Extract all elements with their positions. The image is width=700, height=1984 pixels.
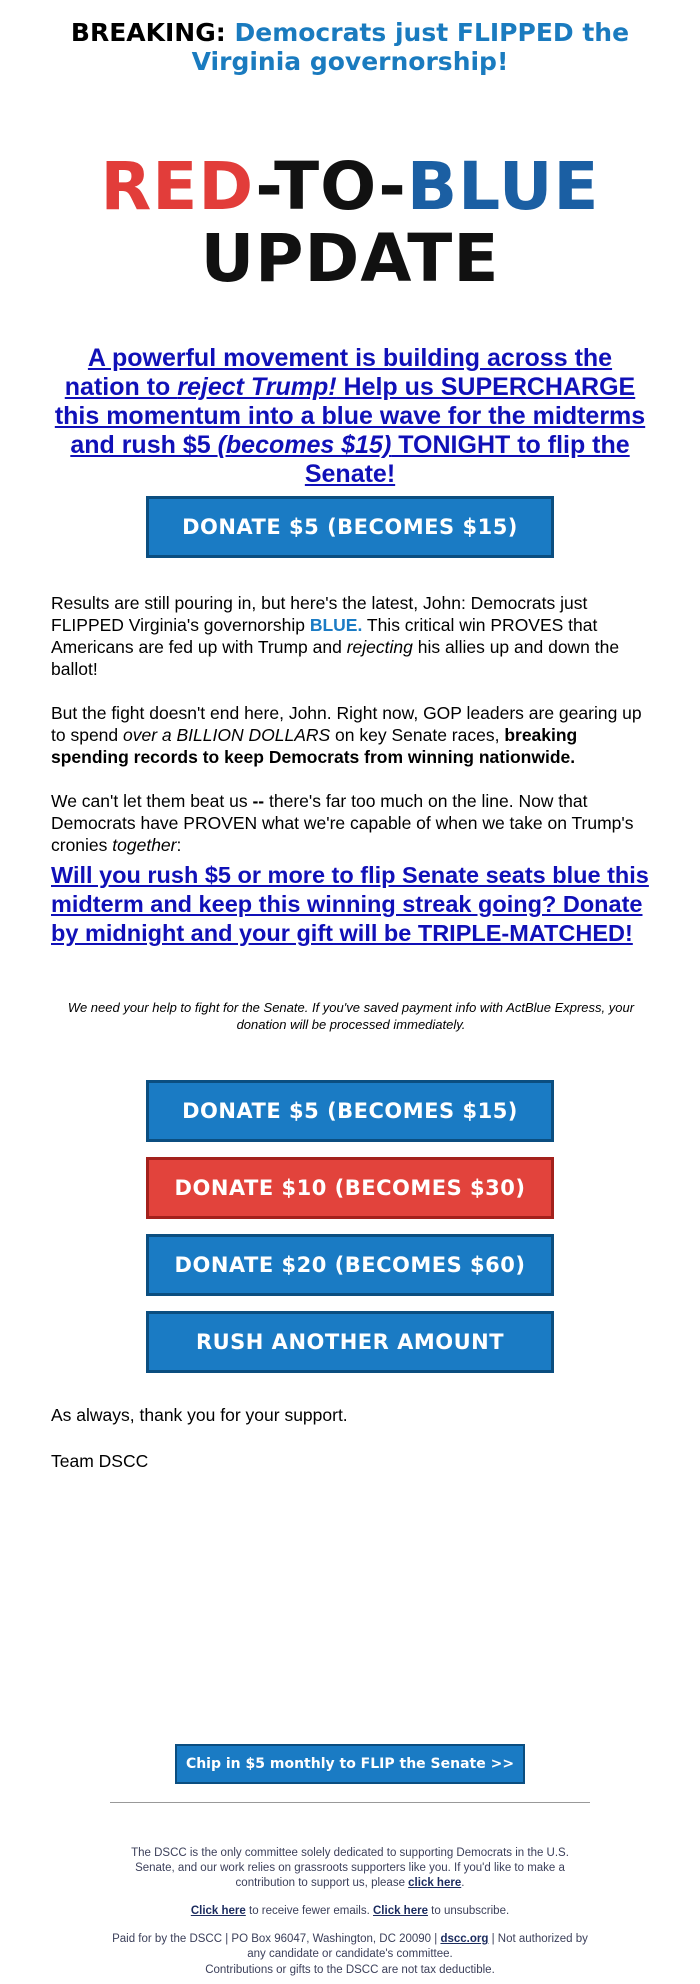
ask-paragraph [51, 861, 651, 948]
donate-10-button[interactable]: DONATE $10 (BECOMES $30) [146, 1157, 554, 1219]
unsubscribe-link[interactable]: Click here [373, 1905, 428, 1917]
intro-link-paragraph [50, 344, 650, 489]
body-paragraph-2: But the fight doesn't end here, John. Right now, GOP leaders are gearing up to spend over a BILLION DOLLARS on key Senate races, breaking spending records to keep Democrats from winning nationwide. [51, 703, 642, 767]
footer-about: The DSCC is the only committee solely dedicated to supporting Democrats in the U.S. Senate, and our work relies on grassroots supporters like you. If you'd like to make a contribution to support us, please click here. [131, 1847, 569, 1889]
signoff-thanks: As always, thank you for your support. [51, 1405, 348, 1425]
footer-paid-for: Paid for by the DSCC | PO Box 96047, Washington, DC 20090 | dscc.org | Not authorized by any candidate or candidate's committee. [112, 1933, 588, 1960]
title-blue: BLUE [406, 148, 600, 225]
donate-20-button[interactable]: DONATE $20 (BECOMES $60) [146, 1234, 554, 1296]
headline-text: Democrats just FLIPPED the Virginia governorship! [191, 18, 630, 76]
rush-another-amount-button[interactable]: RUSH ANOTHER AMOUNT [146, 1311, 554, 1373]
title-red: RED [100, 148, 256, 225]
fewer-emails-link[interactable]: Click here [190, 1905, 246, 1917]
monthly-chip-in-button[interactable]: Chip in $5 monthly to FLIP the Senate >> [175, 1744, 525, 1784]
body-paragraph-1: Results are still pouring in, but here's the latest, John: Democrats just FLIPPED Virginia's governorship BLUE. This critical win PROVES that Americans are fed up with Trump and rejecting his allies up and down the ballot! [51, 593, 620, 679]
donate-5-button[interactable]: DONATE $5 (BECOMES $15) [146, 1080, 554, 1142]
contribute-link[interactable]: click here [408, 1877, 462, 1889]
breaking-headline [60, 18, 640, 76]
dscc-site-link[interactable]: dscc.org [440, 1933, 489, 1945]
express-note: We need your help to fight for the Senate. If you've saved payment info with ActBlue Express, your donation will be processed immediately. [67, 1000, 635, 1032]
title-to: -TO- [255, 148, 407, 225]
footer-email-prefs: Click here to receive fewer emails. Click here to unsubscribe. [190, 1905, 510, 1917]
donate-5-top-button[interactable]: DONATE $5 (BECOMES $15) [146, 496, 554, 558]
body-paragraph-3: We can't let them beat us -- there's far too much on the line. Now that Democrats have PROVEN what we're capable of when we take on Trump's cronies together: [51, 791, 634, 855]
signoff-team: Team DSCC [51, 1451, 149, 1471]
footer-tax-note: Contributions or gifts to the DSCC are not tax deductible. [205, 1964, 495, 1976]
red-to-blue-title [0, 148, 700, 225]
intro-donate-link[interactable]: A powerful movement is building across the nation to reject Trump! Help us SUPERCHARGE this momentum into a blue wave for the midterms and rush $5 (becomes $15) TONIGHT to flip the Senate! [54, 344, 646, 488]
headline-kicker: BREAKING: [70, 18, 226, 47]
update-title: UPDATE [200, 220, 500, 297]
footer-divider [110, 1802, 590, 1803]
ask-donate-link[interactable]: Will you rush $5 or more to flip Senate seats blue this midterm and keep this winning streak going? Donate by midnight and your gift will be TRIPLE-MATCHED! [51, 862, 649, 946]
